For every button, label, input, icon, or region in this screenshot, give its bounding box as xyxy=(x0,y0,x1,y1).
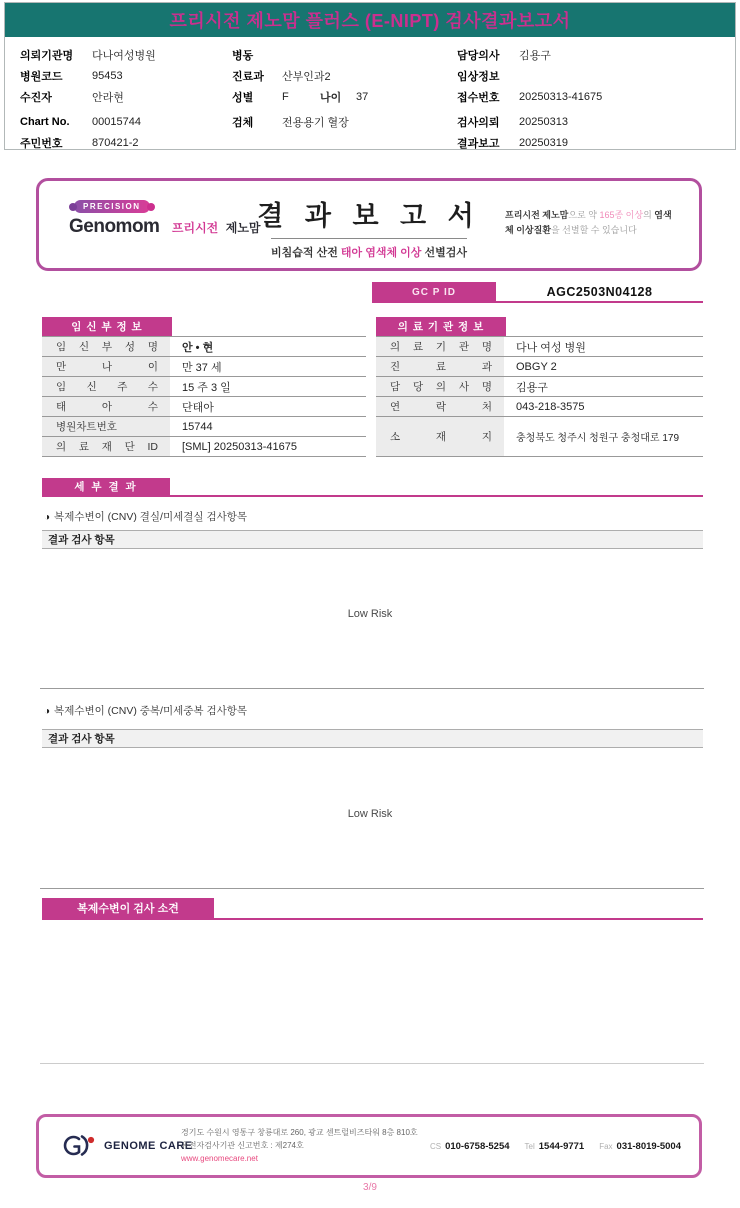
address-line-1: 경기도 수원시 영통구 창룡대로 260, 광교 센트럴비즈타워 8층 810호 xyxy=(181,1128,418,1137)
request-info-column-2 xyxy=(232,44,447,132)
row-value: 043-218-3575 xyxy=(516,400,585,413)
table-row xyxy=(376,337,703,357)
row-value: [SML] 20250313-41675 xyxy=(182,440,297,453)
table-row xyxy=(376,377,703,397)
info-row xyxy=(232,65,447,86)
cnv-deletion-result: Low Risk xyxy=(347,608,393,620)
genome-care-logo-icon xyxy=(61,1132,99,1159)
footer-address xyxy=(181,1126,418,1166)
badge-dot-left-icon xyxy=(69,203,77,211)
section-divider xyxy=(40,888,704,889)
request-info-column-3 xyxy=(457,44,727,153)
table-row xyxy=(376,357,703,377)
info-row xyxy=(232,86,447,107)
report-title: 프리시전 제노맘 플러스 (E-NIPT) 검사결과보고서 xyxy=(169,11,571,31)
address-line-2: 유전자검사기관 신고번호 : 제274호 xyxy=(181,1141,304,1151)
request-info-panel xyxy=(4,2,736,150)
field-value: 다나여성병원 xyxy=(92,49,156,62)
field-label: 성별 xyxy=(232,91,254,104)
half-circle-bullet-icon: ◑ xyxy=(44,512,51,523)
subtitle-highlight: 태아 염색체 이상 xyxy=(340,247,422,259)
info-row xyxy=(232,111,447,132)
row-value: 15 주 3 일 xyxy=(182,381,231,394)
row-value: 단태아 xyxy=(182,401,214,414)
detail-results-title: 세 부 결 과 xyxy=(42,478,170,495)
table-row xyxy=(42,437,366,457)
field-label: 수진자 xyxy=(20,91,52,104)
field-value: 37 xyxy=(356,90,369,103)
field-value: 95453 xyxy=(92,69,123,82)
request-info-column-1 xyxy=(20,44,225,153)
info-row xyxy=(20,86,225,107)
clinic-info-title: 의 료 기 관 정 보 xyxy=(376,317,506,336)
half-circle-bullet-icon: ◑ xyxy=(44,706,51,717)
field-value: 20250313-41675 xyxy=(519,90,603,103)
mother-info-table xyxy=(42,317,366,457)
brand-name-en: Genomom xyxy=(69,216,160,237)
field-value: F xyxy=(282,90,289,103)
info-row xyxy=(20,44,225,65)
cnv-duplication-result: Low Risk xyxy=(347,808,393,820)
website-link: www.genomecare.net xyxy=(181,1154,258,1164)
row-label: 진 료 과 xyxy=(376,357,504,376)
table-row xyxy=(376,417,703,457)
contact-label: Tel xyxy=(524,1141,535,1151)
cnv-opinion-underline xyxy=(42,918,703,920)
field-label: 임상정보 xyxy=(457,70,500,83)
field-value: 00015744 xyxy=(92,115,141,128)
footer-contacts xyxy=(430,1117,681,1175)
table-row xyxy=(42,397,366,417)
report-subtitle xyxy=(271,238,467,260)
result-table-header: 결과 검사 항목 xyxy=(42,530,703,549)
section-divider xyxy=(40,688,704,689)
subtitle-prefix: 비침습적 산전 xyxy=(271,247,341,259)
genomom-logo xyxy=(69,200,261,238)
brand-name-kr-dark: 제노맘 xyxy=(225,221,261,235)
info-row xyxy=(20,111,225,132)
field-value: 전용용기 혈장 xyxy=(282,116,349,129)
row-value: 김용구 xyxy=(516,381,548,394)
genome-care-logo xyxy=(61,1132,193,1159)
contact-label: CS xyxy=(429,1141,442,1151)
contact-item xyxy=(599,1141,681,1152)
field-label: 병원코드 xyxy=(20,70,63,83)
row-label: 병원차트번호 xyxy=(42,417,170,436)
subtitle-suffix: 선별검사 xyxy=(421,247,467,259)
field-label: 진료과 xyxy=(232,70,264,83)
genome-care-logo-text: GENOME CARE xyxy=(104,1139,193,1152)
footer-band xyxy=(36,1114,702,1178)
info-row xyxy=(457,44,727,65)
field-label: 병동 xyxy=(232,49,254,62)
field-value: 김용구 xyxy=(519,49,551,62)
row-label: 의 료 기 관 명 xyxy=(376,337,504,356)
page-number: 3/9 xyxy=(363,1182,377,1193)
contact-item xyxy=(525,1141,585,1152)
cnv-duplication-heading: ◑ 복제수변이 (CNV) 중복/미세중복 검사항목 xyxy=(44,705,248,717)
clinic-info-table xyxy=(376,317,703,457)
contact-value: 010-6758-5254 xyxy=(445,1140,510,1152)
info-row xyxy=(457,132,727,153)
field-label: 검체 xyxy=(232,116,254,129)
field-label: 검사의뢰 xyxy=(457,116,500,129)
row-label: 만 나 이 xyxy=(42,357,170,376)
field-value: 안라현 xyxy=(92,91,124,104)
precision-badge xyxy=(69,200,261,213)
gcpid-label: GC P ID xyxy=(372,282,496,303)
row-label: 의 료 재 단 ID xyxy=(42,437,170,456)
contact-label: Fax xyxy=(599,1141,613,1151)
table-row xyxy=(42,417,366,437)
row-label: 담 당 의 사 명 xyxy=(376,377,504,396)
field-label: 의뢰기관명 xyxy=(20,49,74,62)
footer-divider xyxy=(40,1063,704,1064)
gcpid-value: AGC2503N04128 xyxy=(496,282,703,303)
row-label: 태 아 수 xyxy=(42,397,170,416)
cnv-deletion-heading: ◑ 복제수변이 (CNV) 결실/미세결실 검사항목 xyxy=(44,511,248,523)
report-tagline: 프리시전 제노맘으로 약 165종 이상의 염색체 이상질환을 선별할 수 있습니다 xyxy=(505,210,672,235)
report-header-band xyxy=(36,178,702,271)
mother-info-title: 임 신 부 정 보 xyxy=(42,317,172,336)
info-row xyxy=(457,86,727,107)
table-row xyxy=(42,357,366,377)
field-value: 870421-2 xyxy=(92,136,139,149)
info-row xyxy=(20,132,225,153)
row-label: 소 재 지 xyxy=(376,417,504,456)
row-value: 안 • 현 xyxy=(182,341,214,354)
info-row xyxy=(232,44,447,65)
field-label: 나이 xyxy=(320,91,342,104)
row-value: 만 37 세 xyxy=(182,361,222,374)
contact-value: 031-8019-5004 xyxy=(616,1140,681,1152)
row-label: 임 신 부 성 명 xyxy=(42,337,170,356)
brand-name-kr-pink: 프리시전 xyxy=(171,221,219,235)
precision-badge-label: PRECISION xyxy=(74,200,150,213)
detail-results-underline xyxy=(42,495,703,497)
field-value: 산부인과2 xyxy=(282,70,331,83)
field-label: 결과보고 xyxy=(457,137,500,150)
row-label: 임 신 주 수 xyxy=(42,377,170,396)
field-label: 접수번호 xyxy=(457,91,500,104)
info-row xyxy=(457,65,727,86)
field-label: 주민번호 xyxy=(20,137,63,150)
table-row xyxy=(42,377,366,397)
badge-dot-right-icon xyxy=(147,203,155,211)
result-table-header: 결과 검사 항목 xyxy=(42,729,703,748)
contact-value: 1544-9771 xyxy=(538,1140,585,1152)
cnv-opinion-title: 복제수변이 검사 소견 xyxy=(42,898,214,918)
field-value: 20250319 xyxy=(519,136,568,149)
info-row xyxy=(20,65,225,86)
field-value: 20250313 xyxy=(519,115,568,128)
table-row xyxy=(42,337,366,357)
report-title-bar xyxy=(5,3,735,37)
row-value: OBGY 2 xyxy=(516,360,557,373)
contact-item xyxy=(430,1141,510,1152)
row-label: 연 락 처 xyxy=(376,397,504,416)
table-row xyxy=(376,397,703,417)
row-value: 충청북도 청주시 청원구 충청대로 179 xyxy=(516,433,680,444)
info-row xyxy=(457,111,727,132)
field-label: Chart No. xyxy=(20,115,70,128)
logo-red-dot-icon xyxy=(88,1137,94,1143)
row-value: 다나 여성 병원 xyxy=(516,341,586,354)
field-label: 담당의사 xyxy=(457,49,500,62)
brand-line xyxy=(69,216,261,238)
row-value: 15744 xyxy=(182,420,213,433)
report-main-title: 결 과 보 고 서 xyxy=(257,201,481,231)
